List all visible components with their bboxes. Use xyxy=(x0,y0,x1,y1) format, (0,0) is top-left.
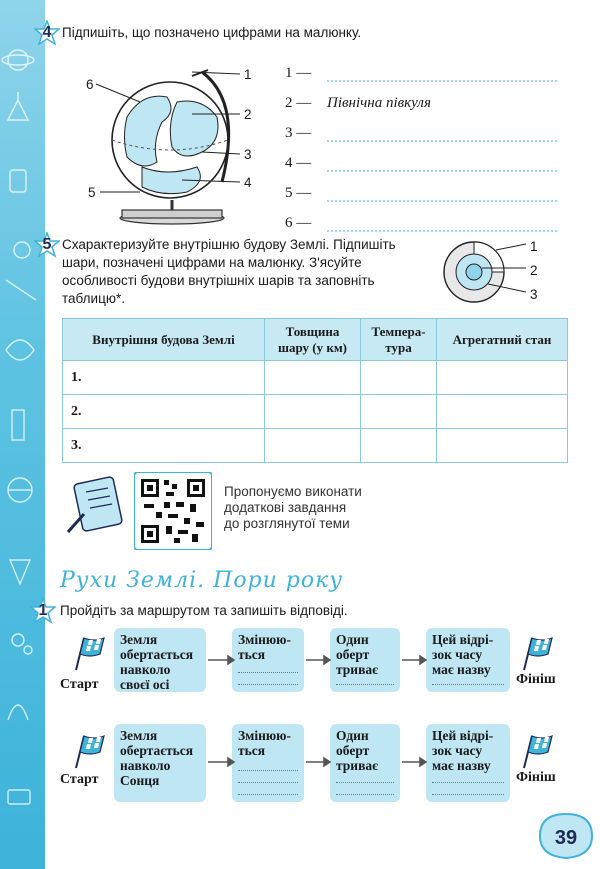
task-4-instruction: Підпишіть, що позначено цифрами на малюнку. xyxy=(62,25,362,40)
answer-row-1: 1 — xyxy=(285,62,557,82)
globe-illustration xyxy=(82,62,262,232)
answer-line-5[interactable] xyxy=(327,188,557,202)
answer-line-6[interactable] xyxy=(327,218,557,232)
earth-layers-table xyxy=(62,318,568,463)
globe-callout-2: 2 xyxy=(244,107,252,122)
header-thickness: Товщина шару (у км) xyxy=(265,319,361,361)
globe-callout-6: 6 xyxy=(86,77,94,92)
route1-arrows xyxy=(200,650,440,670)
page-number: 39 xyxy=(554,827,578,849)
section-title: Рухи Землі. Пори року xyxy=(60,568,344,593)
answer-row-6: 6 — xyxy=(285,212,557,232)
finish-label: Фініш xyxy=(516,770,556,785)
route1-box4[interactable]: Цей відрі- зок часу має назву xyxy=(426,628,510,692)
table-row: 3. xyxy=(63,429,568,463)
globe-callout-3: 3 xyxy=(244,147,252,162)
globe-callout-4: 4 xyxy=(244,175,252,190)
start-flag-icon xyxy=(70,636,106,672)
route2-box1: Земля обертається навколо Сонця xyxy=(114,724,206,802)
header-temperature: Темпера-тура xyxy=(361,319,437,361)
start-label: Старт xyxy=(60,677,99,692)
table-header-row xyxy=(63,319,568,361)
answer-line-3[interactable] xyxy=(327,128,557,142)
globe-callout-5: 5 xyxy=(88,185,96,200)
layer-callout-2: 2 xyxy=(530,263,538,278)
route2-box4[interactable]: Цей відрі- зок часу має назву xyxy=(426,724,510,802)
globe-callout-1: 1 xyxy=(244,67,252,82)
earth-layers-illustration xyxy=(440,238,530,308)
task-5-number: 5 xyxy=(34,232,60,258)
qr-caption: Пропонуємо виконати додаткові завдання до розглянутої теми xyxy=(224,484,362,531)
header-state: Агрегатний стан xyxy=(437,319,568,361)
route2-arrows xyxy=(200,752,440,772)
start-flag-icon xyxy=(70,734,106,770)
route1-box1: Земля обертається навколо своєї осі xyxy=(114,628,206,692)
task-1-instruction: Пройдіть за маршрутом та запишіть відповіді. xyxy=(60,603,348,618)
answer-row-3: 3 — xyxy=(285,122,557,142)
answer-line-2[interactable]: Північна півкуля xyxy=(327,95,431,111)
notebook-icon xyxy=(64,474,128,536)
qr-code-icon[interactable] xyxy=(134,472,212,550)
table-row: 2. xyxy=(63,395,568,429)
task-4-number: 4 xyxy=(34,20,60,46)
finish-label: Фініш xyxy=(516,672,556,687)
answer-line-4[interactable] xyxy=(327,158,557,172)
layer-callout-3: 3 xyxy=(530,287,538,302)
doodle-icons xyxy=(0,0,45,869)
answer-row-5: 5 — xyxy=(285,182,557,202)
header-structure: Внутрішня будова Землі xyxy=(63,319,265,361)
route2-box3[interactable]: Один оберт триває xyxy=(330,724,400,802)
table-row: 1. xyxy=(63,361,568,395)
finish-flag-icon xyxy=(518,636,554,672)
finish-flag-icon xyxy=(518,734,554,770)
answer-line-1[interactable] xyxy=(327,68,557,82)
task-1-number: 1 xyxy=(30,598,56,624)
answer-row-2: 2 — Північна півкуля xyxy=(285,92,557,112)
route2-box2[interactable]: Змінюю- ться xyxy=(232,724,304,802)
layer-callout-1: 1 xyxy=(530,239,538,254)
answer-row-4: 4 — xyxy=(285,152,557,172)
side-decoration xyxy=(0,0,45,869)
task-5-instruction: Схарактеризуйте внутрішню будову Землі. Підпишіть шари, позначені цифрами на малюнку. З'ясуйте особливості будови внутрішніх шарів та заповніть таблицю*. xyxy=(62,237,396,306)
route1-box2[interactable]: Змінюю- ться xyxy=(232,628,304,692)
route1-box3[interactable]: Один оберт триває xyxy=(330,628,400,692)
page-number-badge xyxy=(536,810,596,860)
start-label: Старт xyxy=(60,772,99,787)
